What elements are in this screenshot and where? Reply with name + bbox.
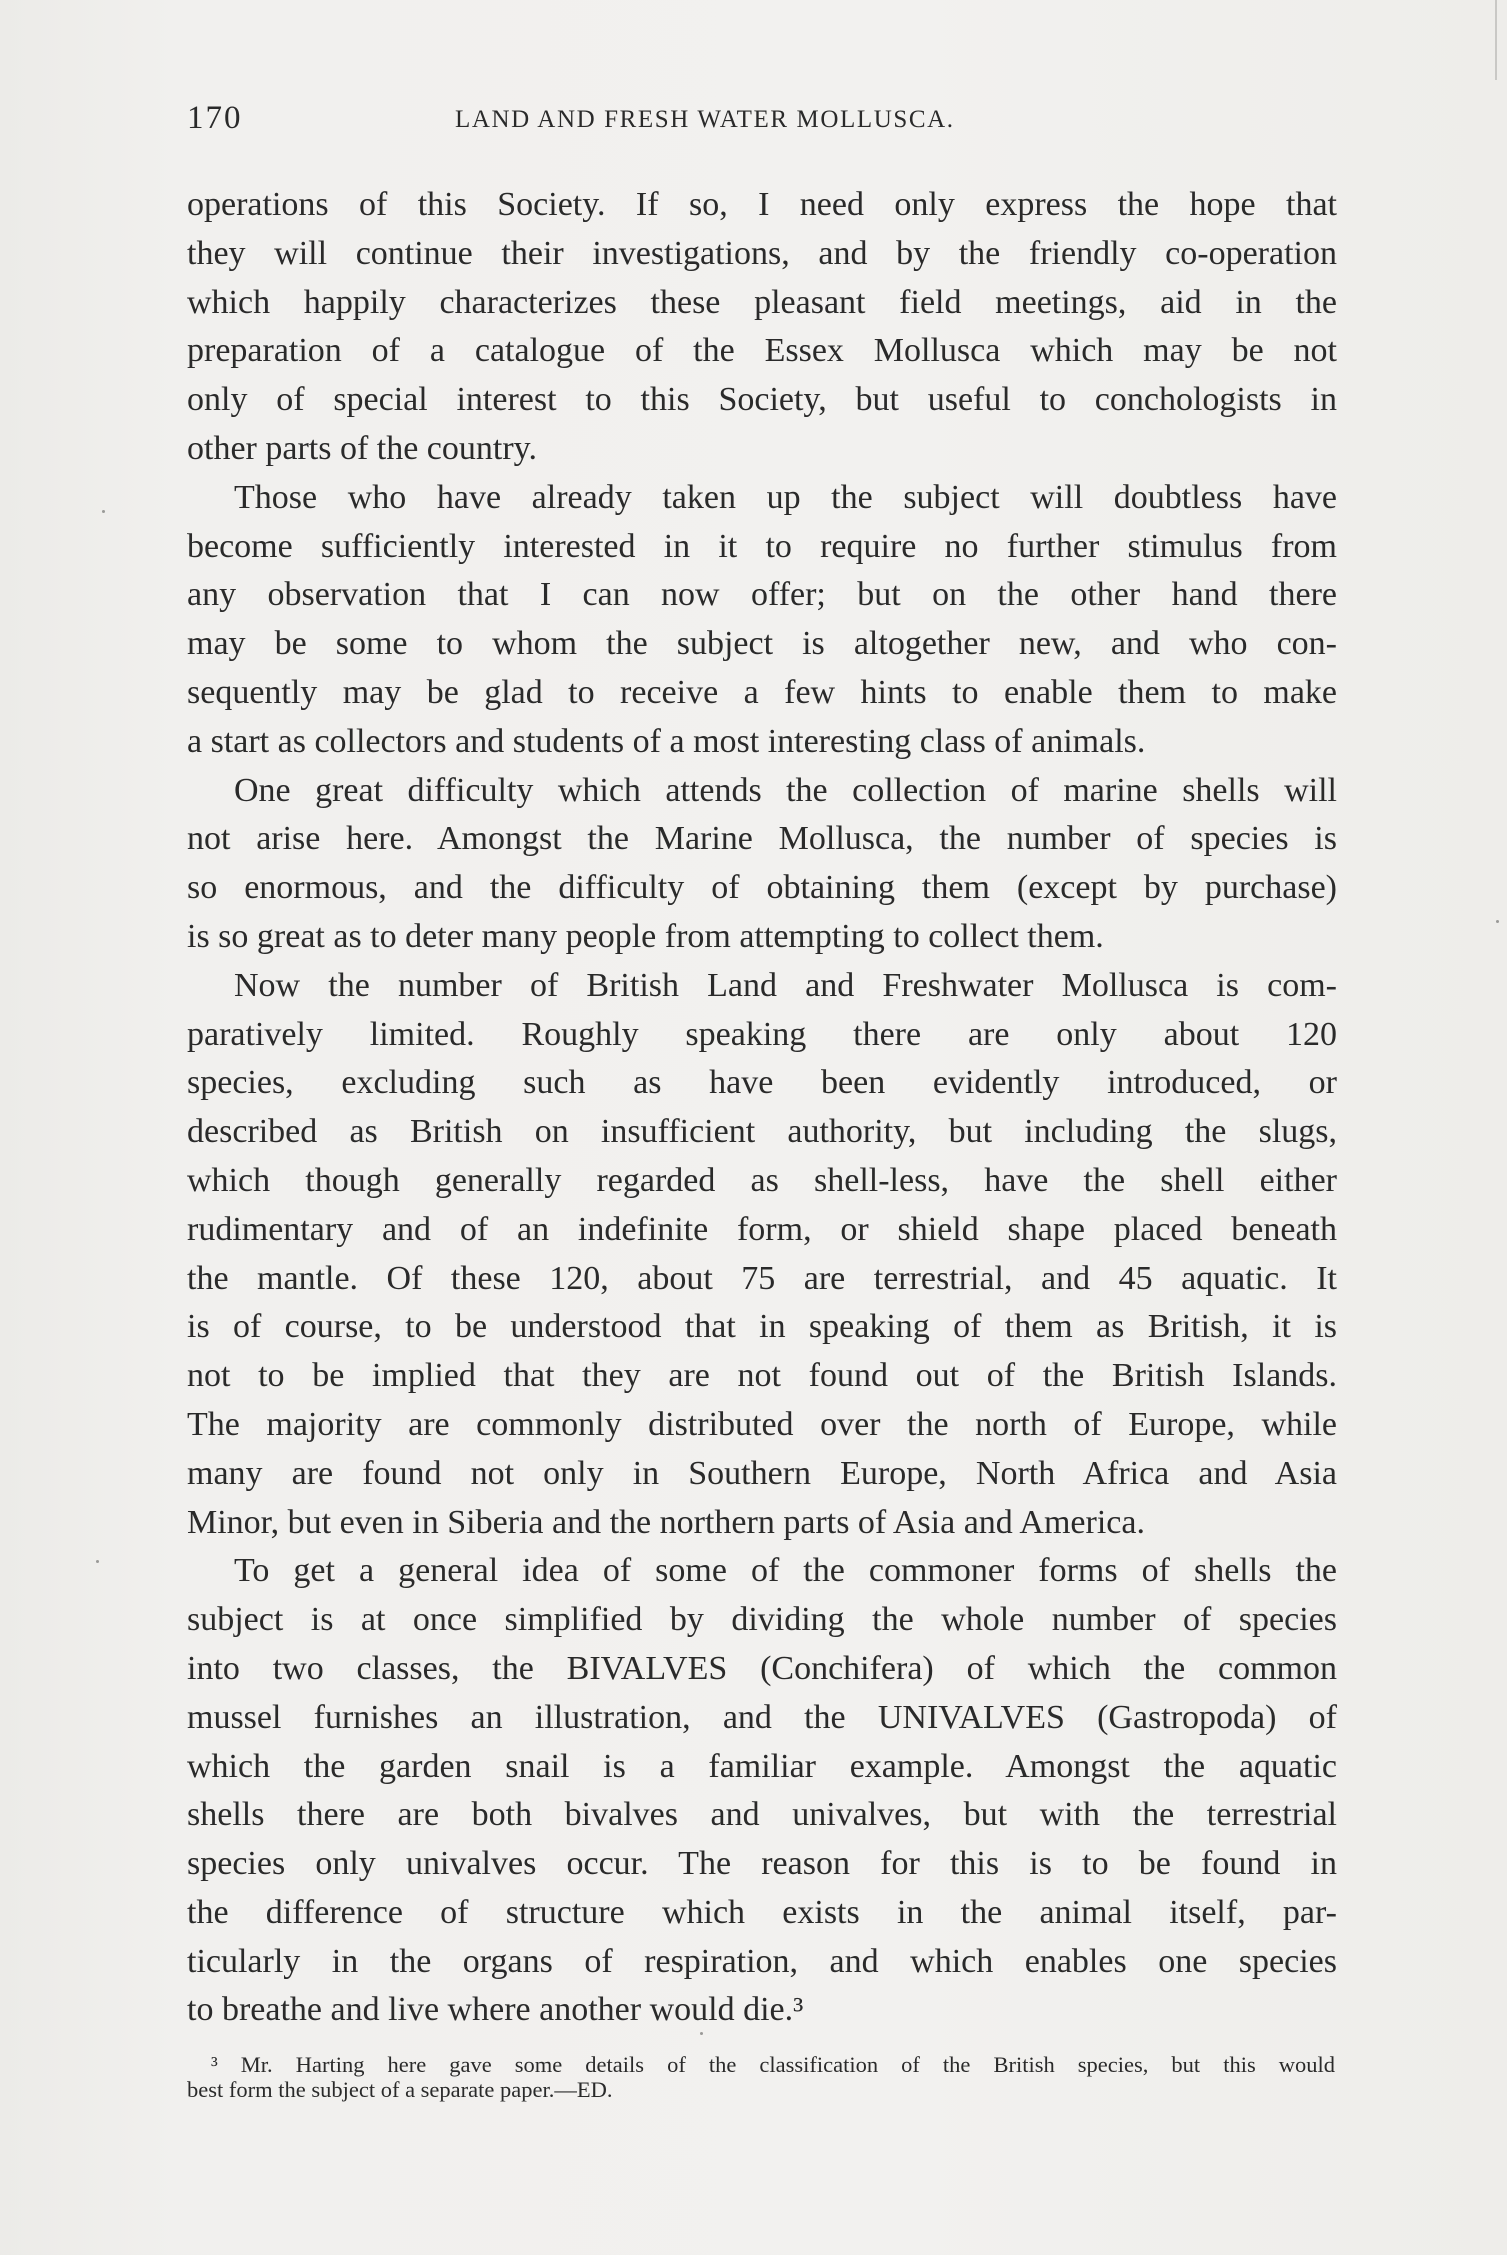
text-line: into two classes, the BIVALVES (Conchifera) of which the common (187, 1649, 1337, 1687)
text-line: ticularly in the organs of respiration, and which enables one species (187, 1942, 1337, 1980)
text-line: to breathe and live where another would die.³ (187, 1991, 804, 2029)
text-line: The majority are commonly distributed over the north of Europe, while (187, 1405, 1337, 1443)
text-line: shells there are both bivalves and univalves, but with the terrestrial (187, 1796, 1337, 1834)
page-number: 170 (187, 100, 243, 136)
page-edge-shadow (1495, 0, 1497, 80)
text-line: which the garden snail is a familiar example. Amongst the aquatic (187, 1747, 1337, 1785)
running-head-title: LAND AND FRESH WATER MOLLUSCA. (455, 106, 955, 133)
paper-speck (700, 2032, 703, 2035)
body-text (187, 181, 1337, 2035)
text-line: is of course, to be understood that in speaking of them as British, it is (187, 1308, 1337, 1346)
paper-speck (96, 1560, 99, 1563)
text-line: any observation that I can now offer; but on the other hand there (187, 576, 1337, 614)
text-line: the mantle. Of these 120, about 75 are terrestrial, and 45 aquatic. It (187, 1259, 1337, 1297)
text-line: To get a general idea of some of the commoner forms of shells the (234, 1552, 1337, 1590)
text-line: species, excluding such as have been evidently introduced, or (187, 1064, 1337, 1102)
text-line: a start as collectors and students of a most interesting class of animals. (187, 722, 1146, 760)
text-line: One great difficulty which attends the collection of marine shells will (234, 771, 1337, 809)
paper-speck (1496, 920, 1499, 923)
text-line: only of special interest to this Society, but useful to conchologists in (187, 381, 1337, 419)
text-line: so enormous, and the difficulty of obtaining them (except by purchase) (187, 869, 1337, 907)
text-line: paratively limited. Roughly speaking there are only about 120 (187, 1015, 1337, 1053)
text-line: many are found not only in Southern Europe, North Africa and Asia (187, 1454, 1337, 1492)
text-line: Those who have already taken up the subject will doubtless have (234, 478, 1337, 516)
text-line: Now the number of British Land and Freshwater Mollusca is com- (234, 966, 1337, 1004)
footnote-line: ³ Mr. Harting here gave some details of the classification of the British species, but this would (211, 2052, 1335, 2077)
text-line: not to be implied that they are not found out of the British Islands. (187, 1357, 1337, 1395)
text-line: which though generally regarded as shell-less, have the shell either (187, 1161, 1337, 1199)
text-line: is so great as to deter many people from attempting to collect them. (187, 917, 1104, 955)
text-line: mussel furnishes an illustration, and the UNIVALVES (Gastropoda) of (187, 1698, 1337, 1736)
text-line: other parts of the country. (187, 429, 537, 467)
text-line: subject is at once simplified by dividing the whole number of species (187, 1601, 1337, 1639)
text-line: preparation of a catalogue of the Essex Mollusca which may be not (187, 332, 1337, 370)
text-line: which happily characterizes these pleasant field meetings, aid in the (187, 283, 1337, 321)
text-line: they will continue their investigations, and by the friendly co-operation (187, 234, 1337, 272)
text-line: the difference of structure which exists in the animal itself, par- (187, 1893, 1337, 1931)
footnote-line: best form the subject of a separate paper.—ED. (187, 2077, 613, 2102)
paper-speck (102, 510, 105, 513)
running-head (187, 100, 1332, 150)
text-line: species only univalves occur. The reason for this is to be found in (187, 1845, 1337, 1883)
text-line: become sufficiently interested in it to require no further stimulus from (187, 527, 1337, 565)
text-line: may be some to whom the subject is altogether new, and who con- (187, 625, 1337, 663)
text-line: sequently may be glad to receive a few hints to enable them to make (187, 673, 1337, 711)
text-line: operations of this Society. If so, I need only express the hope that (187, 186, 1337, 223)
text-line: not arise here. Amongst the Marine Mollusca, the number of species is (187, 820, 1337, 858)
footnote (187, 2052, 1335, 2102)
text-line: described as British on insufficient authority, but including the slugs, (187, 1113, 1337, 1151)
text-line: rudimentary and of an indefinite form, or shield shape placed beneath (187, 1210, 1337, 1248)
text-line: Minor, but even in Siberia and the northern parts of Asia and America. (187, 1503, 1145, 1541)
